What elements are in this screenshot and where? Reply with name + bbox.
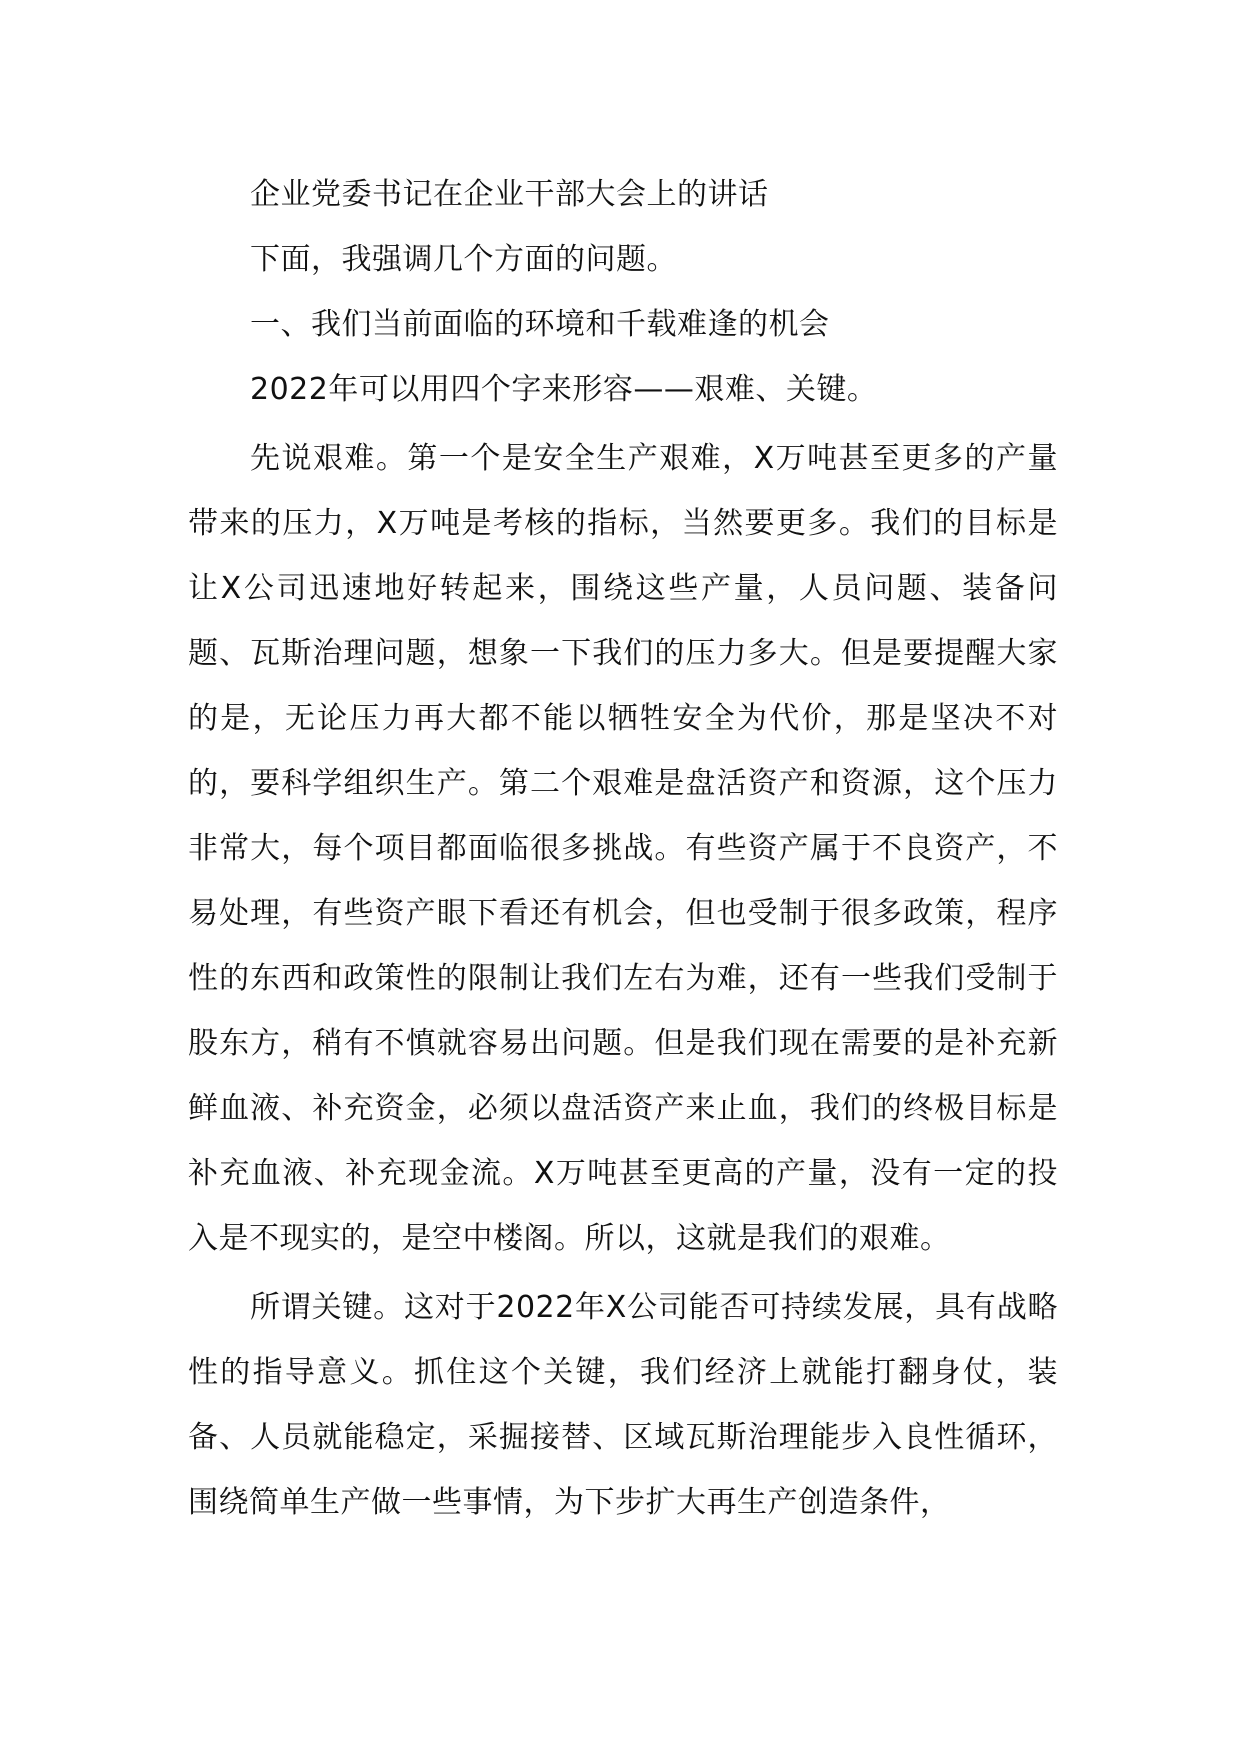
section-heading: 一、我们当前面临的环境和千载难逢的机会 — [250, 307, 830, 342]
body-paragraph-hardship: 先说艰难。第一个是安全生产艰难，X万吨甚至更多的产量带来的压力，X万吨是考核的指标，当然要更多。我们的目标是让X公司迅速地好转起来，围绕这些产量，人员问题、装备问题、瓦斯治理问题，想象一下我们的压力多大。但是要提醒大家的是，无论压力再大都不能以牺牲安全为代价，那是坚决不对的，要科学组织生产。第二个艰难是盘活资产和资源，这个压力非常大，每个项目都面临很多挑战。有些资产属于不良资产，不易处理，有些资产眼下看还有机会，但也受制于很多政策，程序性的东西和政策性的限制让我们左右为难，还有一些我们受制于股东方，稍有不慎就容易出问题。但是我们现在需要的是补充新鲜血液、补充资金，必须以盘活资产来止血，我们的终极目标是补充血液、补充现金流。X万吨甚至更高的产量，没有一定的投入是不现实的，是空中楼阁。所以，这就是我们的艰难。 — [188, 441, 1058, 1256]
document-body — [188, 162, 1058, 1535]
lead-paragraph: 下面，我强调几个方面的问题。 — [250, 242, 677, 277]
body-paragraph-key: 所谓关键。这对于2022年X公司能否可持续发展，具有战略性的指导意义。抓住这个关键，我们经济上就能打翻身仗，装备、人员就能稳定，采掘接替、区域瓦斯治理能步入良性循环，围绕简单生产做一些事情，为下步扩大再生产创造条件， — [188, 1290, 1058, 1520]
speech-title: 企业党委书记在企业干部大会上的讲话 — [250, 177, 769, 212]
intro-paragraph: 2022年可以用四个字来形容——艰难、关键。 — [250, 372, 878, 407]
